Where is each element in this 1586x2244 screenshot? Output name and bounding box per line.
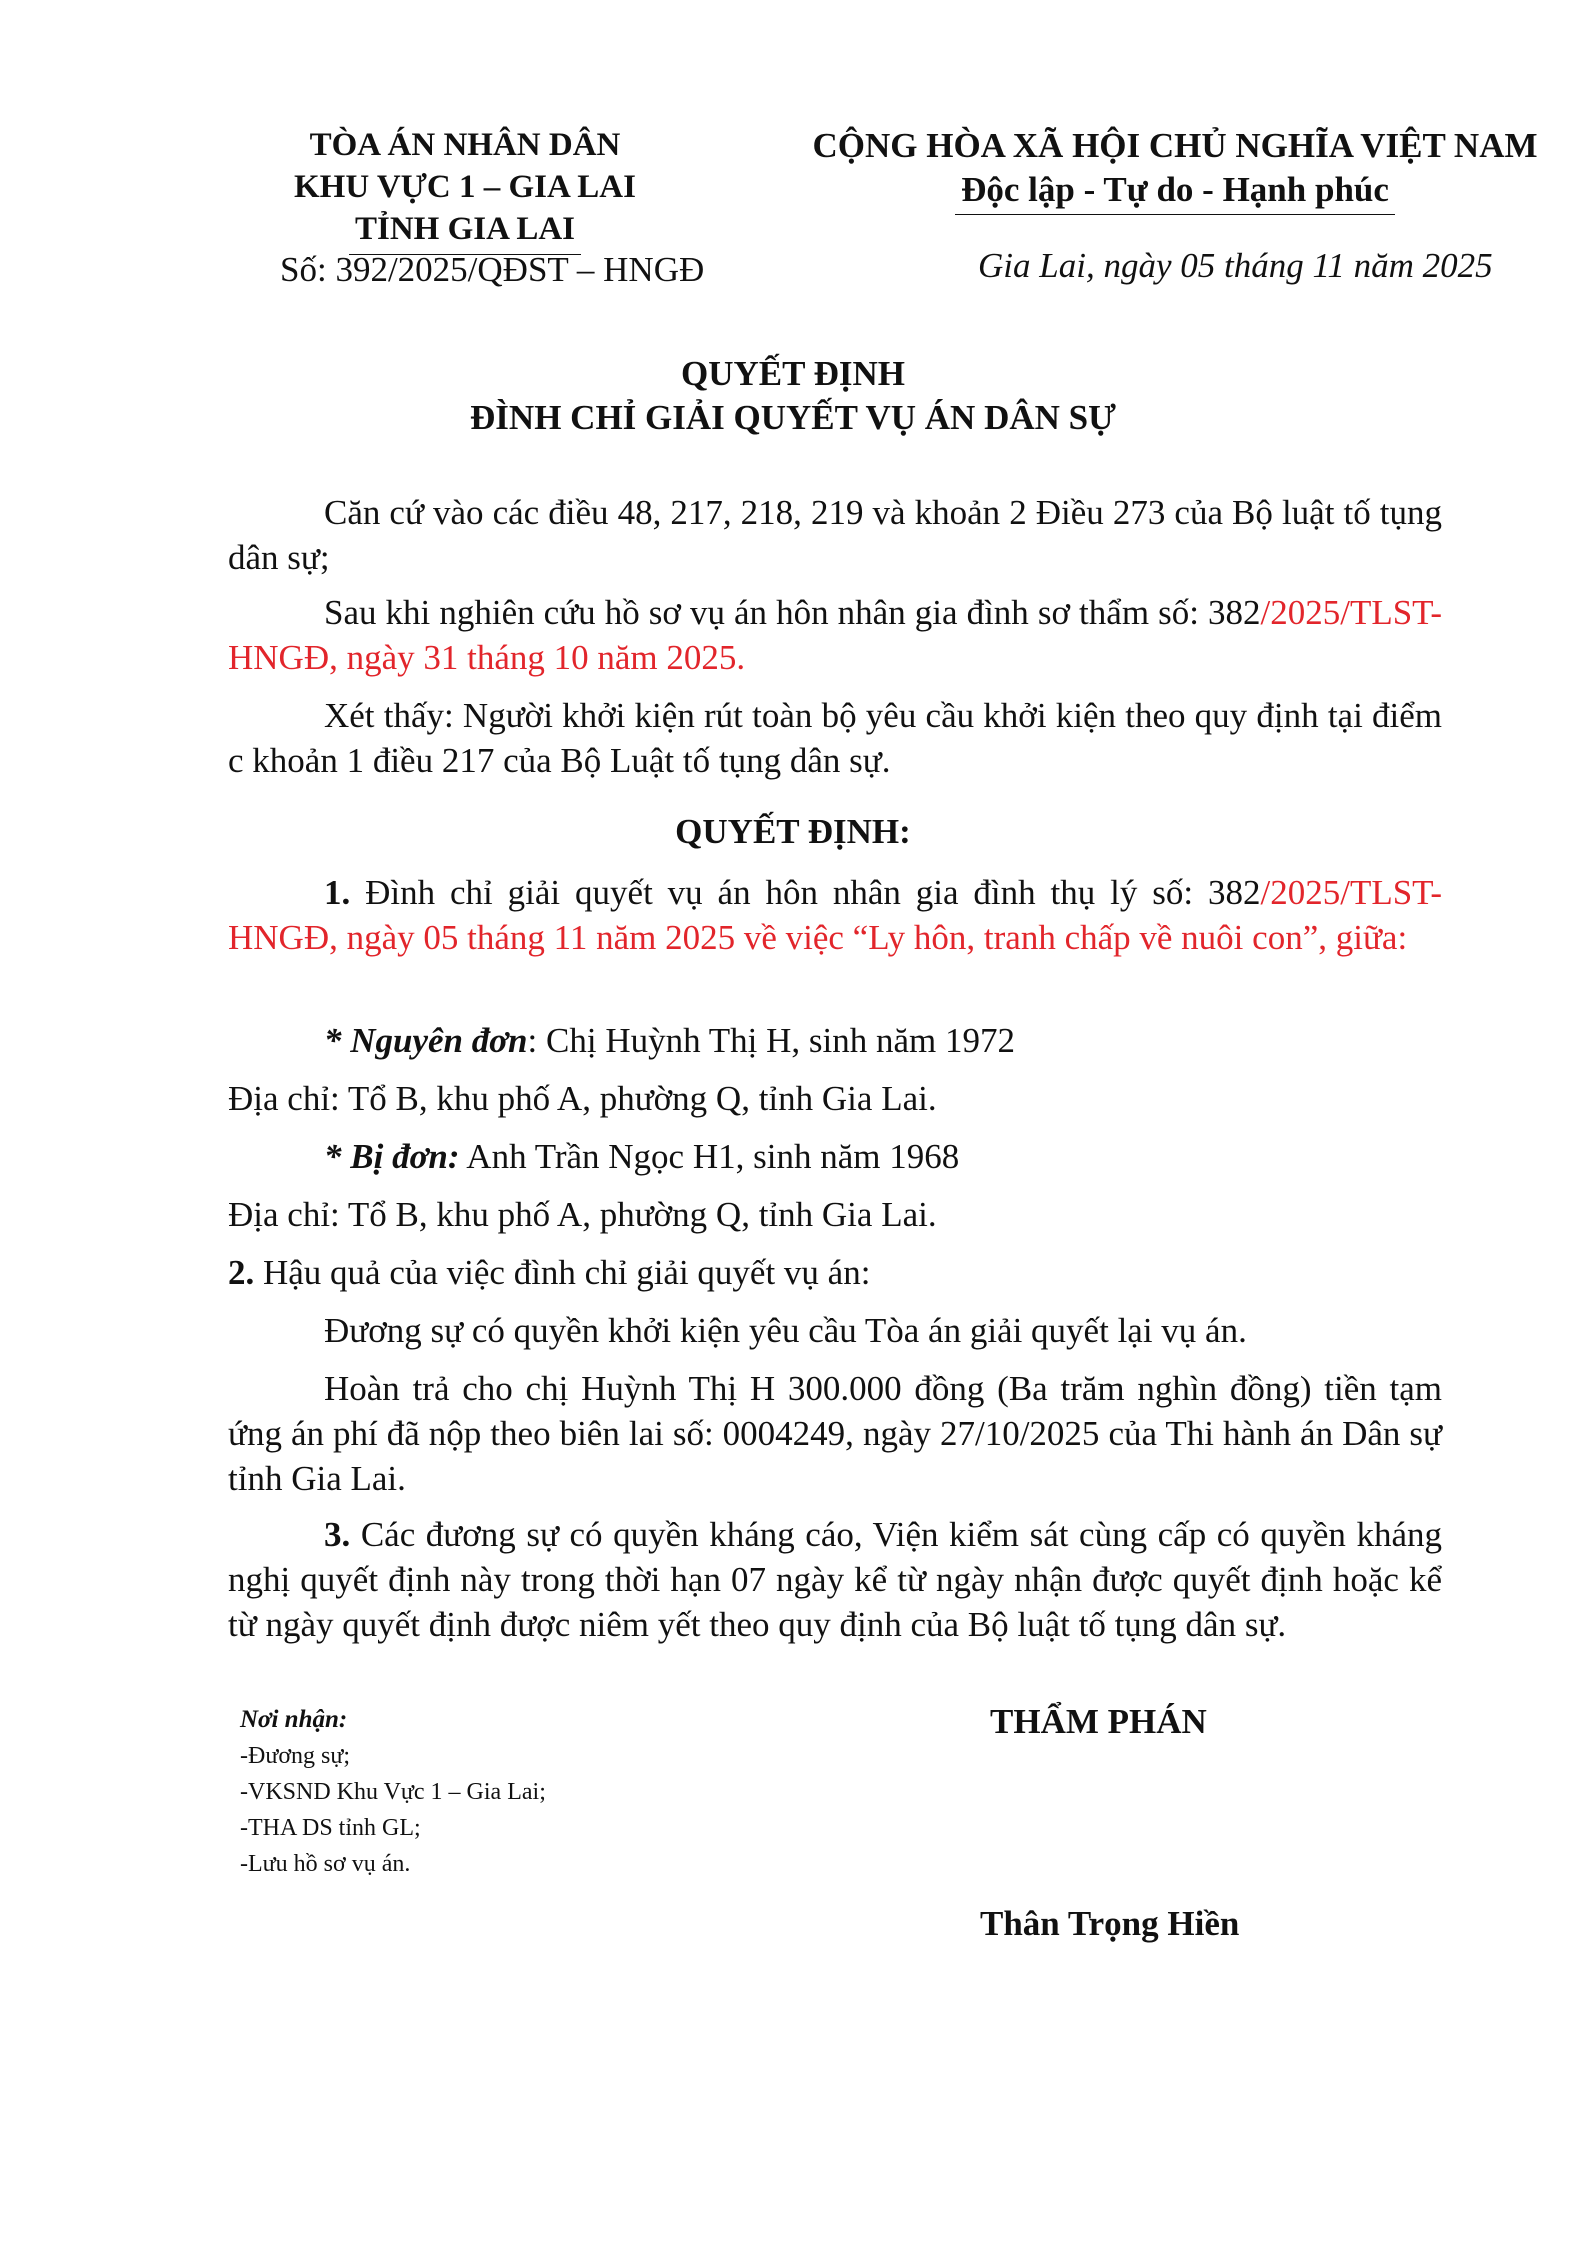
defendant-line xyxy=(324,1134,959,1179)
item-1-text-a: Đình chỉ giải quyết vụ án hôn nhân gia đình thụ lý số: 382 xyxy=(350,873,1261,912)
plaintiff-label: * Nguyên đơn xyxy=(324,1021,528,1060)
defendant-address: Địa chỉ: Tổ B, khu phố A, phường Q, tỉnh Gia Lai. xyxy=(228,1195,937,1234)
decision-item-3 xyxy=(228,1512,1442,1647)
basis-text-1: Căn cứ vào các điều 48, 217, 218, 219 và khoản 2 Điều 273 của Bộ luật tố tụng dân sự; xyxy=(228,493,1442,577)
recipients-block xyxy=(240,1702,546,1882)
decision-item-2-heading xyxy=(228,1250,870,1295)
recipient-item: -Đương sự; xyxy=(240,1743,351,1769)
item-1-text-b: /2025/TLST-HNGĐ, ngày 05 tháng 11 năm 2025 về việc “Ly hôn, tranh chấp về nuôi con”, giữa: xyxy=(228,873,1442,957)
national-name: CỘNG HÒA XÃ HỘI CHỦ NGHĨA VIỆT NAM xyxy=(812,126,1538,165)
item-2-heading-text: Hậu quả của việc đình chỉ giải quyết vụ án: xyxy=(254,1253,871,1292)
defendant-value: Anh Trần Ngọc H1, sinh năm 1968 xyxy=(459,1137,960,1176)
defendant-label: * Bị đơn: xyxy=(324,1137,460,1176)
basis-text-2b: /2025/TLST-HNGĐ, ngày 31 tháng 10 năm 2025. xyxy=(228,593,1442,677)
recipients-label: Nơi nhận: xyxy=(240,1706,348,1733)
item-2-text-2: Hoàn trả cho chị Huỳnh Thị H 300.000 đồng (Ba trăm nghìn đồng) tiền tạm ứng án phí đã nộp theo biên lai số: 0004249, ngày 27/10/2025 của Thi hành án Dân sự tỉnh Gia Lai. xyxy=(228,1369,1442,1498)
basis-paragraph-2 xyxy=(228,590,1442,680)
item-2-paragraph-2 xyxy=(228,1366,1442,1501)
plaintiff-line xyxy=(324,1018,1015,1063)
court-name-line2: KHU VỰC 1 – GIA LAI xyxy=(294,169,636,205)
decision-heading: QUYẾT ĐỊNH: xyxy=(675,812,911,851)
item-3-text: Các đương sự có quyền kháng cáo, Viện kiểm sát cùng cấp có quyền kháng nghị quyết định này trong thời hạn 07 ngày kể từ ngày nhận được quyết định hoặc kể từ ngày quyết định được niêm yết theo quy định của Bộ luật tố tụng dân sự. xyxy=(228,1515,1442,1644)
item-2-paragraph-1: Đương sự có quyền khởi kiện yêu cầu Tòa án giải quyết lại vụ án. xyxy=(324,1311,1247,1350)
document-title: QUYẾT ĐỊNH xyxy=(681,354,905,393)
recipient-item: -THA DS tỉnh GL; xyxy=(240,1815,421,1841)
judge-name: Thân Trọng Hiền xyxy=(980,1904,1240,1943)
item-1-number: 1. xyxy=(324,873,351,912)
place-date: Gia Lai, ngày 05 tháng 11 năm 2025 xyxy=(978,246,1493,285)
national-header xyxy=(800,124,1550,215)
court-name-line1: TÒA ÁN NHÂN DÂN xyxy=(309,127,621,163)
decision-item-1 xyxy=(228,870,1442,960)
basis-paragraph-1 xyxy=(228,490,1442,580)
recipient-item: -Lưu hồ sơ vụ án. xyxy=(240,1851,411,1877)
item-2-number: 2. xyxy=(228,1253,255,1292)
plaintiff-address: Địa chỉ: Tổ B, khu phố A, phường Q, tỉnh Gia Lai. xyxy=(228,1079,937,1118)
basis-text-2a: Sau khi nghiên cứu hồ sơ vụ án hôn nhân gia đình sơ thẩm số: 382 xyxy=(324,593,1261,632)
plaintiff-value: : Chị Huỳnh Thị H, sinh năm 1972 xyxy=(527,1021,1015,1060)
basis-paragraph-3 xyxy=(228,693,1442,783)
national-header-underline xyxy=(955,214,1395,215)
national-motto: Độc lập - Tự do - Hạnh phúc xyxy=(961,170,1389,209)
document-subtitle: ĐÌNH CHỈ GIẢI QUYẾT VỤ ÁN DÂN SỰ xyxy=(470,398,1116,437)
item-3-number: 3. xyxy=(324,1515,351,1554)
court-name-line3: TỈNH GIA LAI xyxy=(354,211,576,247)
basis-text-3: Xét thấy: Người khởi kiện rút toàn bộ yêu cầu khởi kiện theo quy định tại điểm c khoản 1 điều 217 của Bộ Luật tố tụng dân sự. xyxy=(228,696,1442,780)
judge-title: THẨM PHÁN xyxy=(990,1702,1207,1741)
court-header xyxy=(270,124,660,255)
recipient-item: -VKSND Khu Vực 1 – Gia Lai; xyxy=(240,1779,546,1805)
case-number: Số: 392/2025/QĐST – HNGĐ xyxy=(280,250,705,289)
